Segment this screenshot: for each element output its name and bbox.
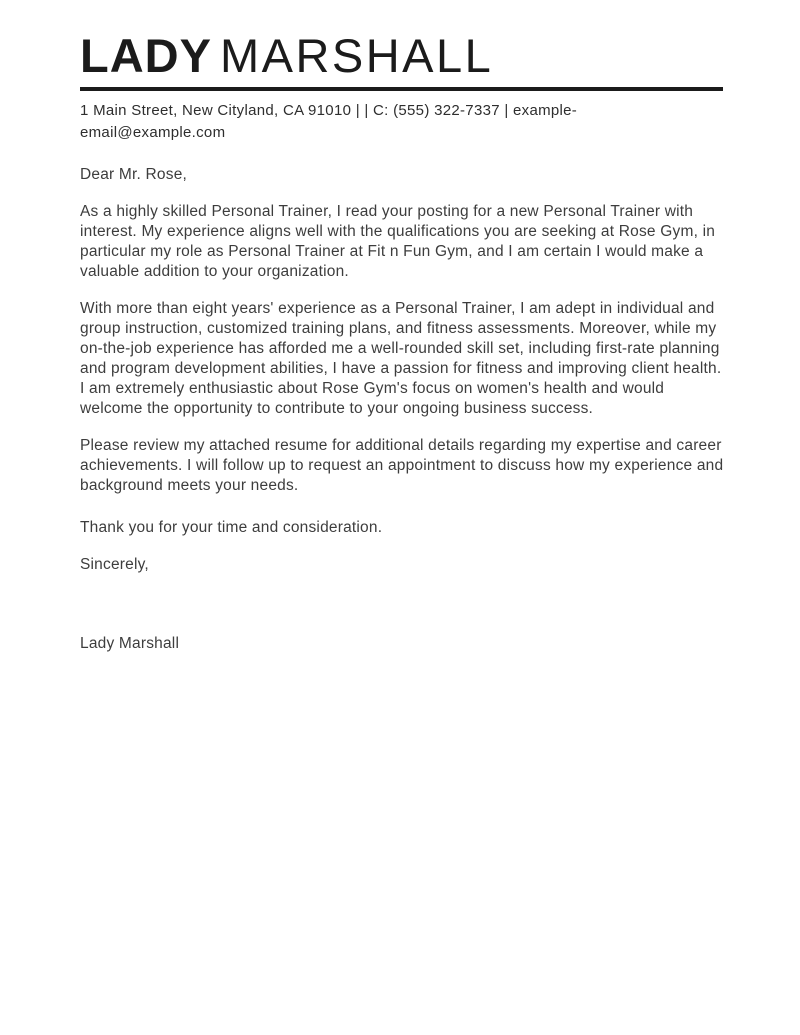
header-divider-rule [80, 87, 723, 91]
signature-name: Lady Marshall [80, 634, 180, 652]
letter-body [80, 165, 725, 654]
contact-info: 1 Main Street, New Cityland, CA 91010 | | C: (555) 322-7337 | example-email@example.com [80, 101, 578, 141]
closing-line: Sincerely, [80, 555, 149, 573]
body-paragraph: As a highly skilled Personal Trainer, I read your posting for a new Personal Trainer with interest. My experience aligns well with the qualifications you are seeking at Rose Gym, in particular my role as Personal Trainer at Fit n Fun Gym, and I am certain I would make a valuable addition to your organization. [80, 202, 716, 280]
body-paragraph: With more than eight years' experience as a Personal Trainer, I am adept in individual and group instruction, customized training plans, and fitness assessments. Moreover, while my on-the-job experience has afforded me a well-rounded skill set, including first-rate planning and program development abilities, I have a passion for fitness and improving client health. I am extremely enthusiastic about Rose Gym's focus on women's health and would welcome the opportunity to contribute to your ongoing business success. [80, 299, 722, 417]
applicant-last-name: MARSHALL [219, 29, 494, 82]
applicant-first-name: LADY [80, 29, 212, 82]
applicant-name [80, 30, 650, 82]
letter-header [80, 30, 650, 144]
thank-you-line: Thank you for your time and consideration. [80, 518, 383, 536]
salutation: Dear Mr. Rose, [80, 165, 188, 183]
body-paragraph: Please review my attached resume for additional details regarding my expertise and career achievements. I will follow up to request an appointment to discuss how my experience and background meets your needs. [80, 436, 724, 494]
